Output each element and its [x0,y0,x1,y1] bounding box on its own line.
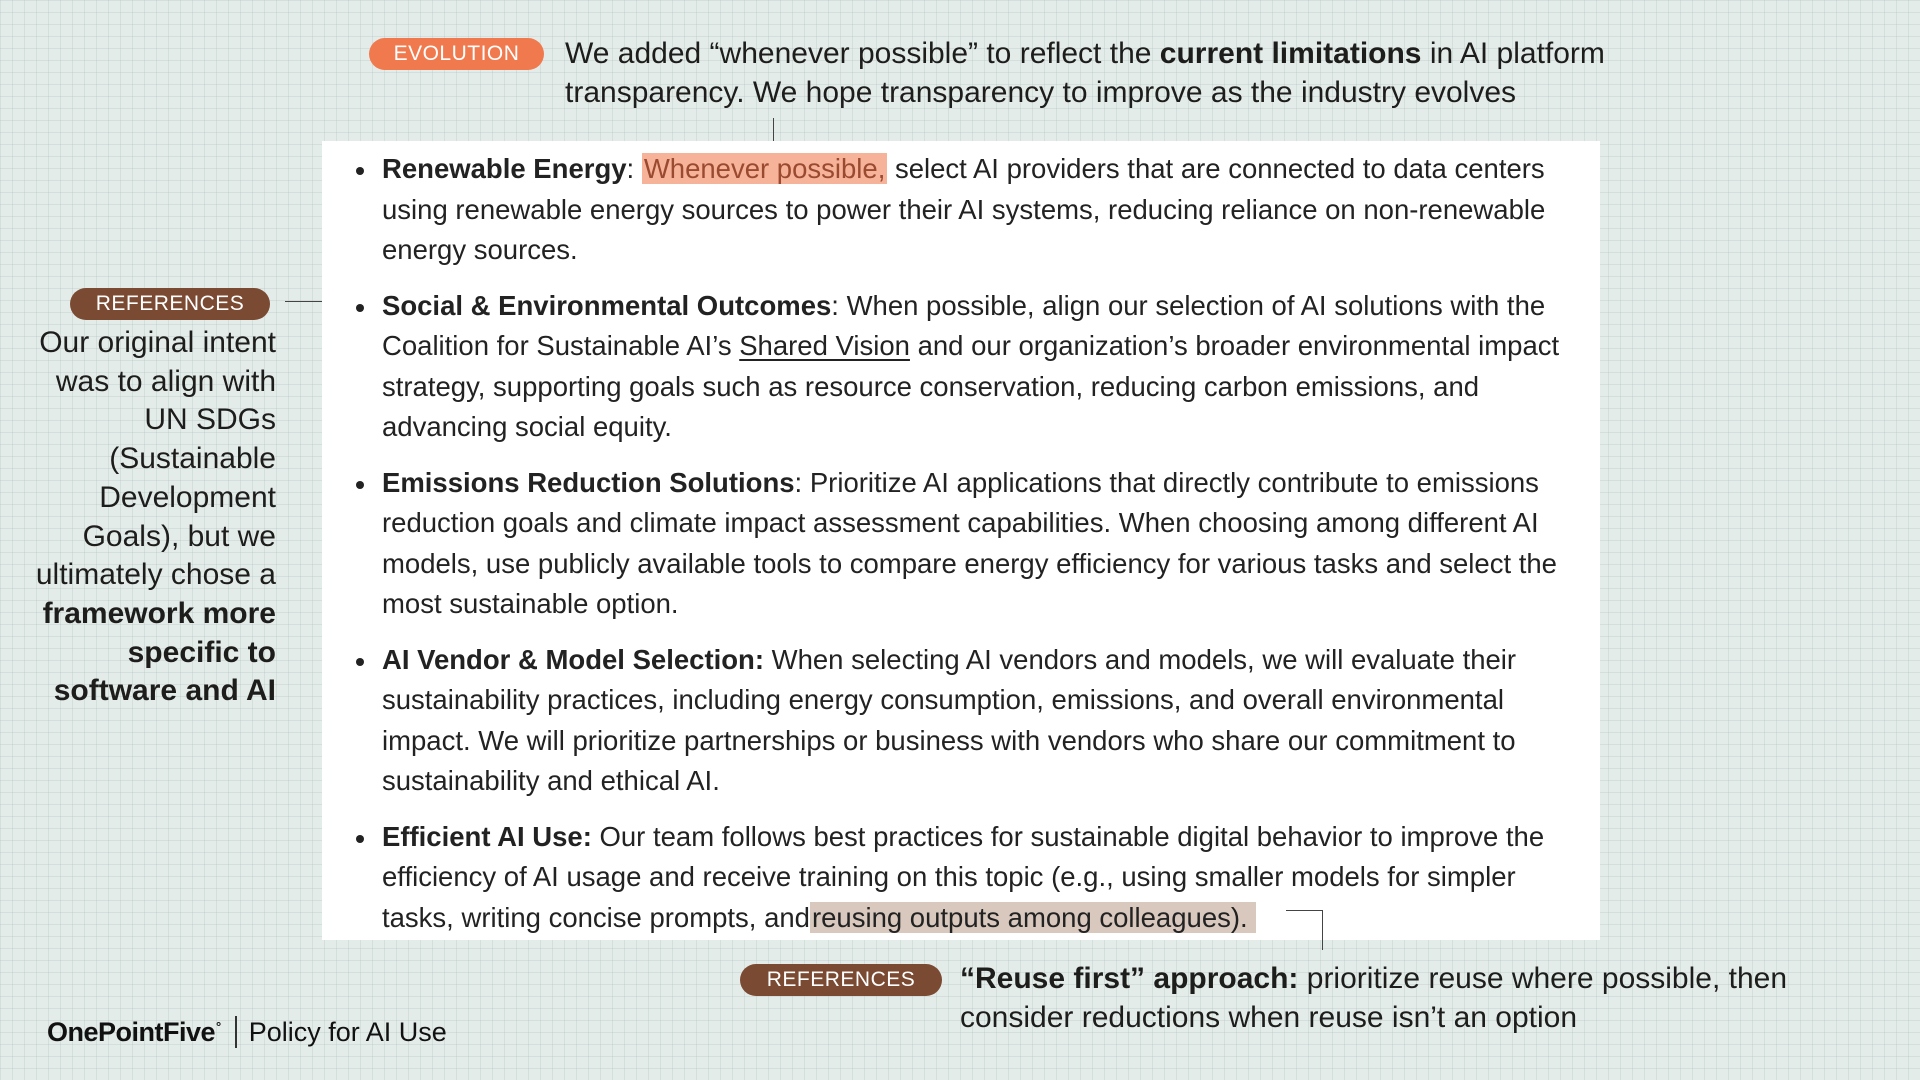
references-badge-bottom: REFERENCES [740,964,942,996]
policy-separator: : [831,289,847,321]
policy-list [382,149,1570,938]
highlight-reusing-outputs: reusing outputs among colleagues). [810,902,1256,933]
policy-text: When selecting AI vendors and models, we will evaluate their sustainability practices, including energy consumption, emissions, and overall environmental impact. We will prioritize partnerships or business with vendors who share our commitment to sustainability and ethical AI. [382,643,1517,796]
highlight-whenever-possible: Whenever possible, [643,153,886,184]
references-bottom-connector-horizontal [1286,910,1323,911]
references-bottom-note [960,959,1860,1037]
references-bottom-note-bold: “Reuse first” approach: [960,962,1299,995]
references-bottom-note-rest: prioritize reuse where possible, then consider reductions when reuse isn’t an option [960,962,1788,1034]
logo-degree-mark: ° [216,1018,221,1034]
footer-brand [47,1016,447,1048]
policy-item-emissions-reduction [382,463,1570,625]
shared-vision-link[interactable]: Shared Vision [739,330,910,361]
policy-term: Social & Environmental Outcomes [382,289,832,321]
evolution-badge: EVOLUTION [369,38,544,70]
references-left-note [20,324,276,711]
policy-item-renewable-energy [382,149,1570,271]
policy-text: and our organization’s broader environmental impact strategy, supporting goals such as resource conservation, reducing carbon emissions, and advancing social equity. [382,330,1560,442]
policy-item-social-environmental [382,286,1570,448]
policy-separator: : [794,466,810,498]
policy-term: Efficient AI Use: [382,820,592,852]
evolution-note [565,34,1685,112]
references-badge-left: REFERENCES [70,288,270,320]
references-left-note-pre: Our original intent was to align with UN SDGs (Sustainable Development Goals), but we ultimately chose a [35,326,276,592]
logo-wordmark: OnePointFive [47,1016,216,1047]
onepointfive-logo [47,1017,221,1048]
policy-text: When possible, align our selection of AI solutions with the Coalition for Sustainable AI’s [382,289,1546,361]
policy-text-box [322,141,1600,940]
policy-item-vendor-model-selection [382,640,1570,802]
footer-divider [235,1016,237,1048]
footer-title: Policy for AI Use [248,1016,447,1047]
policy-term: Renewable Energy [382,153,627,184]
evolution-note-post: in AI platform transparency. We hope transparency to improve as the industry evolves [565,37,1605,109]
references-bottom-connector-vertical [1322,910,1323,950]
policy-text: Our team follows best practices for sustainable digital behavior to improve the efficiency of AI usage and receive training on this topic (e.g., using smaller models for simpler tasks, writing concise prompts, and [382,820,1545,933]
policy-separator: : [626,153,642,184]
policy-separator [592,821,600,852]
policy-term: AI Vendor & Model Selection: [382,643,764,675]
policy-separator [764,644,772,675]
evolution-note-bold: current limitations [1159,37,1422,70]
policy-item-efficient-ai-use [382,817,1570,939]
policy-text: Prioritize AI applications that directly contribute to emissions reduction goals and climate impact assessment capabilities. When choosing among different AI models, use publicly available tools to compare energy efficiency for various tasks and select the most sustainable option. [382,466,1557,619]
evolution-note-pre: We added “whenever possible” to reflect the [565,37,1160,70]
policy-text: select AI providers that are connected to data centers using renewable energy sources to power their AI systems, reducing reliance on non-renewable energy sources. [382,153,1546,265]
policy-term: Emissions Reduction Solutions [382,466,795,498]
references-left-note-bold: framework more specific to software and AI [42,596,276,708]
